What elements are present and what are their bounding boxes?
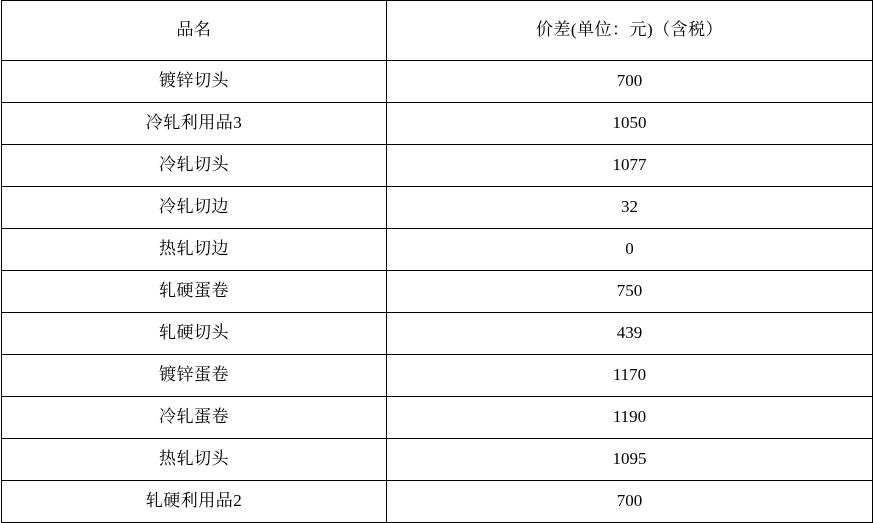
- cell-price-difference: [387, 439, 873, 481]
- product-name-value: 轧硬利用品2: [145, 491, 243, 511]
- table-row: [2, 187, 873, 229]
- cell-price-difference: [387, 61, 873, 103]
- price-difference-table: [1, 0, 873, 523]
- cell-product-name: [2, 481, 387, 523]
- cell-price-difference: [387, 481, 873, 523]
- product-name-value: 轧硬切头: [159, 323, 229, 343]
- table-row: [2, 61, 873, 103]
- table-row: [2, 271, 873, 313]
- cell-price-difference: [387, 187, 873, 229]
- cell-product-name: [2, 187, 387, 229]
- table-row: [2, 397, 873, 439]
- price-difference-value: 700: [616, 71, 643, 91]
- cell-product-name: [2, 439, 387, 481]
- product-name-value: 镀锌切头: [159, 71, 229, 91]
- cell-price-difference: [387, 229, 873, 271]
- product-name-value: 冷轧切边: [159, 197, 229, 217]
- cell-price-difference: [387, 313, 873, 355]
- table-row: [2, 313, 873, 355]
- cell-price-difference: [387, 397, 873, 439]
- cell-price-difference: [387, 271, 873, 313]
- cell-product-name: [2, 229, 387, 271]
- product-name-value: 镀锌蛋卷: [159, 365, 229, 385]
- price-difference-value: 1095: [612, 449, 647, 469]
- product-name-value: 冷轧利用品3: [145, 113, 243, 133]
- product-name-value: 轧硬蛋卷: [159, 281, 229, 301]
- price-difference-value: 1190: [612, 407, 647, 427]
- cell-price-difference: [387, 145, 873, 187]
- table-row: [2, 145, 873, 187]
- cell-price-difference: [387, 103, 873, 145]
- column-header-name-label: 品名: [176, 20, 212, 40]
- product-name-value: 冷轧切头: [159, 155, 229, 175]
- column-header-name: [2, 1, 387, 61]
- cell-product-name: [2, 313, 387, 355]
- table-row: [2, 439, 873, 481]
- table-row: [2, 481, 873, 523]
- column-header-price-difference-label: 价差(单位：元)（含税）: [535, 20, 724, 40]
- table-row: [2, 229, 873, 271]
- price-difference-value: 32: [621, 197, 638, 217]
- column-header-price-difference: [387, 1, 873, 61]
- cell-product-name: [2, 61, 387, 103]
- table-row: [2, 355, 873, 397]
- cell-product-name: [2, 145, 387, 187]
- table-row: [2, 103, 873, 145]
- product-name-value: 冷轧蛋卷: [159, 407, 229, 427]
- cell-product-name: [2, 103, 387, 145]
- product-name-value: 热轧切边: [159, 239, 229, 259]
- table-header-row: [2, 1, 873, 61]
- price-difference-value: 0: [625, 239, 634, 259]
- cell-price-difference: [387, 355, 873, 397]
- price-difference-value: 1077: [612, 155, 647, 175]
- price-difference-value: 1170: [612, 365, 647, 385]
- price-difference-value: 700: [616, 491, 643, 511]
- price-difference-value: 439: [616, 323, 643, 343]
- product-name-value: 热轧切头: [159, 449, 229, 469]
- cell-product-name: [2, 355, 387, 397]
- cell-product-name: [2, 271, 387, 313]
- cell-product-name: [2, 397, 387, 439]
- price-difference-value: 1050: [612, 113, 647, 133]
- price-difference-value: 750: [616, 281, 643, 301]
